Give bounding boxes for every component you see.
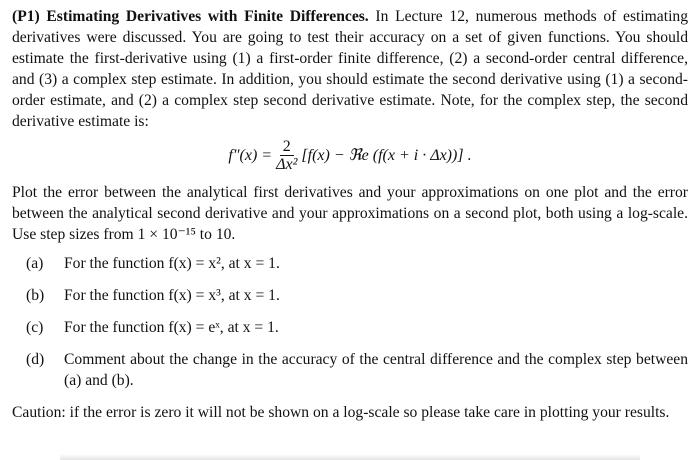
item-text: For the function f(x) = eˣ, at x = 1. xyxy=(64,319,279,336)
plot-instructions: Plot the error between the analytical first derivatives and your approximations on one plot and the error between the analytical second derivative and your approximations on a second plot, both using a log-scale. Use step sizes from 1 × 10⁻¹⁵ to 10. xyxy=(12,184,688,243)
item-label: (d) xyxy=(26,351,45,368)
item-label: (c) xyxy=(26,319,44,336)
caution-note: Caution: if the error is zero it will not be shown on a log-scale so please take care in plotting your results. xyxy=(12,404,670,421)
list-item xyxy=(12,349,688,391)
item-text: For the function f(x) = x³, at x = 1. xyxy=(64,287,280,304)
intro-paragraph xyxy=(12,6,688,132)
item-text: For the function f(x) = x², at x = 1. xyxy=(64,255,280,272)
item-text: Comment about the change in the accuracy of the central difference and the complex step between (a) and (b). xyxy=(64,351,688,389)
formula-rhs: [f(x) − ℜe (f(x + i · Δx))] . xyxy=(301,146,472,164)
problem-title: (P1) Estimating Derivatives with Finite Differences. xyxy=(12,8,369,25)
formula-numerator: 2 xyxy=(280,138,294,156)
sub-question-list xyxy=(12,253,688,391)
list-item xyxy=(12,317,688,338)
list-item xyxy=(12,285,688,306)
page-edge-shadow xyxy=(60,454,640,460)
list-item xyxy=(12,253,688,274)
intro-text: In Lecture 12, numerous methods of estimating derivatives were discussed. You are going to test their accuracy on a set of given functions. You should estimate the first-derivative using (1) a first-order finite difference, (2) a second-order central difference, and (3) a complex step estimate. In addition, you should estimate the second derivative using (1) a second-order estimate, and (2) a complex step second derivative estimate. Note, for the complex step, the second derivative estimate is: xyxy=(12,8,688,130)
formula-lhs: f″(x) = xyxy=(228,146,273,164)
second-derivative-formula xyxy=(12,134,688,176)
formula-fraction xyxy=(276,138,297,173)
item-label: (b) xyxy=(26,287,45,304)
item-label: (a) xyxy=(26,255,44,272)
formula-denominator: Δx² xyxy=(276,155,298,173)
